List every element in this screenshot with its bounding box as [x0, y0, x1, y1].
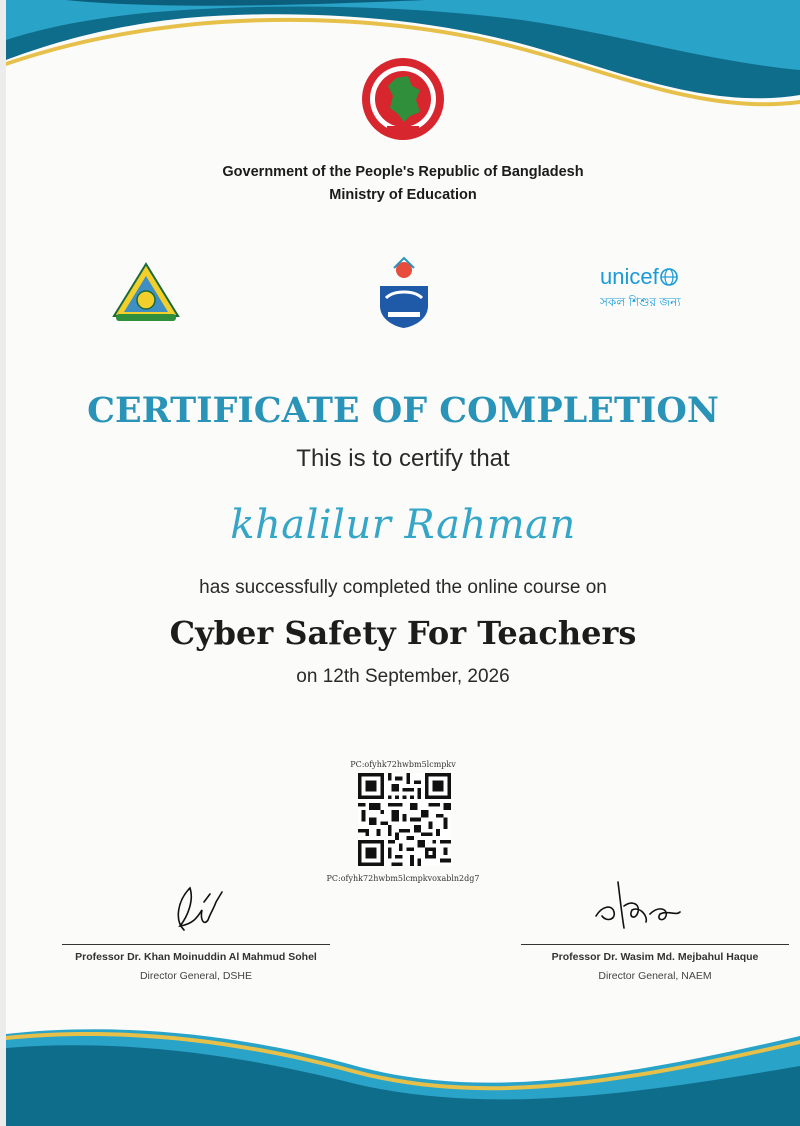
certificate-title: CERTIFICATE OF COMPLETION — [87, 390, 719, 431]
unicef-wordmark: unicef — [600, 264, 659, 289]
completion-date: on 12th September, 2026 — [296, 666, 510, 687]
ministry-line: Ministry of Education — [329, 187, 477, 203]
completion-statement: has successfully completed the online course on — [199, 577, 607, 598]
naem-logo — [372, 256, 436, 330]
dshe-logo — [110, 262, 182, 324]
certify-intro: This is to certify that — [296, 445, 510, 472]
signatory-role: Director General, NAEM — [598, 970, 712, 982]
signature-naem — [588, 876, 688, 940]
verification-code-short: PC:ofyhk72hwbm5lcmpkv — [350, 760, 456, 769]
signatory-name: Professor Dr. Wasim Md. Mejbahul Haque — [551, 951, 759, 963]
signatory-name: Professor Dr. Khan Moinuddin Al Mahmud Sohel — [75, 951, 317, 963]
issuer-heading — [6, 161, 800, 207]
government-line: Government of the People's Republic of Bangladesh — [222, 164, 584, 180]
bangladesh-government-emblem — [360, 56, 446, 142]
signature-dshe — [164, 880, 234, 940]
recipient-name: khalilur Rahman — [230, 502, 576, 548]
verification-code-full: PC:ofyhk72hwbm5lcmpkvoxabln2dg7 — [326, 874, 480, 883]
signature-line — [62, 944, 330, 945]
signature-block-naem — [520, 944, 790, 982]
unicef-tagline: সকল শিশুর জন্য — [600, 295, 681, 309]
signature-line — [521, 944, 789, 945]
signatory-role: Director General, DSHE — [139, 970, 253, 982]
course-name: Cyber Safety For Teachers — [169, 614, 637, 652]
signature-block-dshe — [61, 944, 331, 982]
bottom-wave-decoration — [6, 1016, 800, 1126]
verification-qr-code — [358, 773, 451, 866]
unicef-logo — [600, 264, 700, 324]
globe-icon — [660, 268, 678, 286]
certificate-page — [6, 0, 800, 1126]
